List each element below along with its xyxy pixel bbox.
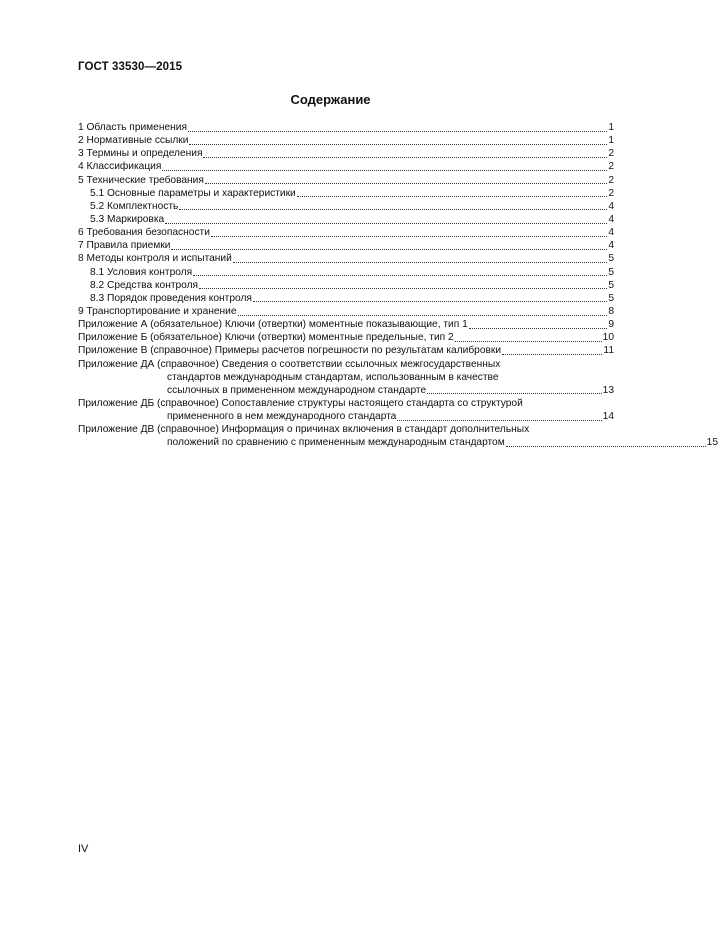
toc-entry-line: Приложение ДБ (справочное) Сопоставление структуры настоящего стандарта со структурой bbox=[78, 397, 523, 409]
toc-entry-label: 1 Область применения bbox=[78, 122, 187, 133]
toc-entry-page: 10 bbox=[602, 332, 614, 344]
toc-entry-page: 14 bbox=[602, 411, 614, 423]
leader-dots bbox=[233, 253, 608, 263]
leader-dots bbox=[427, 384, 602, 394]
toc-entry-9[interactable] bbox=[78, 305, 614, 318]
leader-dots bbox=[397, 411, 601, 421]
toc-entry-label: 5.3 Маркировка bbox=[90, 213, 165, 225]
toc-entry-page: 9 bbox=[608, 319, 614, 331]
leader-dots bbox=[188, 122, 607, 132]
toc-entry-3[interactable] bbox=[78, 147, 614, 160]
toc-entry-label: 3 Термины и определения bbox=[78, 148, 203, 160]
toc-entry-label: Приложение Б (обязательное) Ключи (отвертки) моментные предельные, тип 2 bbox=[78, 332, 454, 344]
toc-entry-label: 2 Нормативные ссылки bbox=[78, 135, 189, 147]
leader-dots bbox=[179, 200, 607, 210]
toc-entry-page: 1 bbox=[608, 135, 614, 147]
toc-entry-8-2[interactable] bbox=[78, 279, 614, 292]
toc-entry-page: 4 bbox=[608, 200, 614, 212]
toc-entry-1[interactable] bbox=[78, 121, 614, 134]
leader-dots bbox=[455, 332, 602, 342]
leader-dots bbox=[506, 437, 706, 447]
toc-entry-page: 2 bbox=[608, 187, 614, 199]
toc-title: Содержание bbox=[290, 92, 371, 107]
toc-entry-2[interactable] bbox=[78, 134, 614, 147]
toc-entry-page: 5 bbox=[608, 253, 614, 265]
leader-dots bbox=[211, 227, 607, 237]
toc-entry-label: 5.2 Комплектность bbox=[90, 200, 179, 212]
leader-dots bbox=[502, 345, 602, 355]
toc-entry-label: 5.1 Основные параметры и характеристики bbox=[90, 187, 296, 199]
toc-entry-8-3[interactable] bbox=[78, 292, 614, 305]
toc-entry-line: Приложение ДА (справочное) Сведения о соответствии ссылочных межгосударственных bbox=[78, 358, 501, 370]
toc-entry-page: 5 bbox=[608, 292, 614, 304]
leader-dots bbox=[193, 266, 607, 276]
toc-entry-appendix-da[interactable] bbox=[78, 358, 614, 397]
toc-entry-5-3[interactable] bbox=[78, 213, 614, 226]
leader-dots bbox=[297, 187, 608, 197]
toc-entry-page: 13 bbox=[602, 384, 614, 396]
toc-entry-label: Приложение В (справочное) Примеры расчетов погрешности по результатам калибровки bbox=[78, 345, 502, 357]
toc-entry-label: 8.3 Порядок проведения контроля bbox=[90, 292, 252, 304]
toc-entry-line: Приложение ДВ (справочное) Информация о причинах включения в стандарт дополнительных bbox=[78, 424, 530, 436]
leader-dots bbox=[253, 292, 607, 302]
toc-entry-appendix-b[interactable] bbox=[78, 331, 614, 344]
document-code: ГОСТ 33530—2015 bbox=[78, 61, 183, 73]
toc-entry-label: 9 Транспортирование и хранение bbox=[78, 305, 237, 317]
leader-dots bbox=[162, 161, 607, 171]
leader-dots bbox=[238, 306, 608, 316]
toc-entry-4[interactable] bbox=[78, 160, 614, 173]
toc-entry-line: примененного в нем международного стандарта bbox=[167, 411, 397, 423]
toc-entry-line: положений по сравнению с примененным международным стандартом bbox=[167, 437, 505, 449]
toc-entry-label: 8.2 Средства контроля bbox=[90, 279, 199, 291]
toc-entry-page: 5 bbox=[608, 279, 614, 291]
toc-entry-label: 4 Классификация bbox=[78, 161, 162, 173]
toc-entry-5-1[interactable] bbox=[78, 187, 614, 200]
toc-entry-label: 8.1 Условия контроля bbox=[90, 266, 193, 278]
toc-entry-label: 7 Правила приемки bbox=[78, 240, 171, 252]
page-folio: IV bbox=[78, 843, 89, 855]
toc-entry-page: 4 bbox=[608, 240, 614, 252]
leader-dots bbox=[205, 174, 607, 184]
leader-dots bbox=[165, 214, 607, 224]
toc-entry-label: 8 Методы контроля и испытаний bbox=[78, 253, 232, 265]
toc-entry-label: 5 Технические требования bbox=[78, 174, 204, 186]
toc-entry-5[interactable] bbox=[78, 174, 614, 187]
leader-dots bbox=[469, 319, 608, 329]
toc-entry-page: 11 bbox=[603, 345, 614, 357]
toc-entry-page: 5 bbox=[608, 266, 614, 278]
toc-entry-5-2[interactable] bbox=[78, 200, 614, 213]
toc-entry-page: 15 bbox=[706, 437, 718, 449]
toc-entry-page: 2 bbox=[608, 148, 614, 160]
toc-entry-8-1[interactable] bbox=[78, 266, 614, 279]
toc-entry-appendix-db[interactable] bbox=[78, 397, 614, 423]
toc-entry-appendix-dv[interactable] bbox=[78, 423, 718, 449]
toc-entry-6[interactable] bbox=[78, 226, 614, 239]
toc-entry-line: стандартов международным стандартам, использованным в качестве bbox=[167, 371, 499, 383]
table-of-contents bbox=[78, 121, 718, 450]
toc-entry-page: 4 bbox=[608, 227, 614, 239]
toc-entry-line: ссылочных в примененном международном стандарте bbox=[167, 384, 427, 396]
toc-entry-7[interactable] bbox=[78, 239, 614, 252]
toc-entry-page: 2 bbox=[608, 161, 614, 173]
toc-entry-label: 6 Требования безопасности bbox=[78, 227, 210, 239]
leader-dots bbox=[203, 148, 607, 158]
leader-dots bbox=[171, 240, 607, 250]
toc-entry-page: 4 bbox=[608, 213, 614, 225]
leader-dots bbox=[199, 279, 607, 289]
toc-entry-appendix-v[interactable] bbox=[78, 344, 614, 357]
toc-entry-8[interactable] bbox=[78, 252, 614, 265]
toc-entry-page: 2 bbox=[608, 174, 614, 186]
toc-entry-appendix-a[interactable] bbox=[78, 318, 614, 331]
toc-entry-label: Приложение А (обязательное) Ключи (отвертки) моментные показывающие, тип 1 bbox=[78, 319, 468, 331]
leader-dots bbox=[189, 135, 607, 145]
toc-entry-page: 1 bbox=[608, 122, 614, 133]
toc-entry-page: 8 bbox=[608, 305, 614, 317]
